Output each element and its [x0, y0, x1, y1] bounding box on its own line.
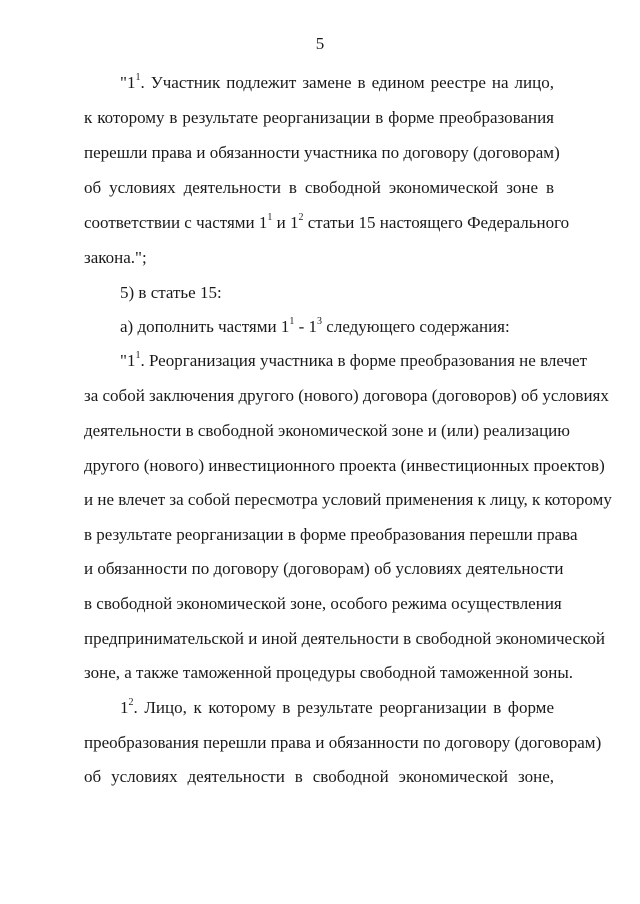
text-run: "1 [120, 351, 136, 370]
text-line [84, 107, 554, 129]
text-run: в свободной экономической зоне, особого режима осуществления [84, 594, 562, 613]
text-run: и обязанности по договору (договорам) об условиях деятельности [84, 559, 564, 578]
text-run: . Участник подлежит замене в едином реестре на лицо, [140, 73, 554, 92]
text-line [84, 593, 562, 615]
text-line [120, 350, 588, 372]
superscript: 3 [317, 316, 323, 328]
text-run: преобразования перешли права и обязанности по договору (договорам) [84, 733, 602, 752]
text-line [84, 247, 554, 269]
text-run: другого (нового) инвестиционного проекта (инвестиционных проектов) [84, 456, 605, 475]
text-run: 1 [120, 698, 129, 717]
text-line [84, 628, 606, 650]
text-line [84, 558, 564, 580]
text-line [120, 316, 554, 338]
text-line [84, 420, 570, 442]
text-run: об условиях деятельности в свободной экономической зоне в [84, 178, 554, 197]
text-line [120, 282, 554, 304]
text-run: . Лицо, к которому в результате реорганизации в форме [133, 698, 554, 717]
superscript: 2 [298, 212, 304, 224]
page-number: 5 [315, 34, 325, 53]
superscript: 1 [267, 212, 273, 224]
text-run: а) дополнить частями 1 [120, 317, 290, 336]
text-line [84, 142, 560, 164]
superscript: 1 [289, 316, 295, 328]
text-run: . Реорганизация участника в форме преобразования не влечет [140, 351, 588, 370]
text-line [84, 385, 609, 407]
text-run: деятельности в свободной экономической зоне и (или) реализацию [84, 421, 570, 440]
text-run: закона."; [84, 248, 147, 267]
text-line [84, 455, 605, 477]
text-run: зоне, а также таможенной процедуры свободной таможенной зоны. [84, 663, 573, 682]
text-run: следующего содержания: [322, 317, 510, 336]
text-run: статьи 15 настоящего Федерального [303, 213, 570, 232]
text-line [84, 662, 573, 684]
text-line [84, 766, 554, 788]
text-run: соответствии с частями 1 [84, 213, 268, 232]
text-line [120, 697, 554, 719]
text-line [84, 177, 554, 199]
text-run: 5) в статье 15: [120, 283, 222, 302]
text-line [84, 732, 602, 754]
text-run: и 1 [272, 213, 299, 232]
text-line [84, 489, 612, 511]
text-run: - 1 [294, 317, 318, 336]
superscript: 2 [128, 697, 134, 709]
text-run: "1 [120, 73, 136, 92]
superscript: 1 [135, 72, 141, 84]
text-run: и не влечет за собой пересмотра условий применения к лицу, к которому [84, 490, 612, 509]
text-line [84, 524, 578, 546]
text-run: перешли права и обязанности участника по договору (договорам) [84, 143, 560, 162]
text-run: за собой заключения другого (нового) договора (договоров) об условиях [84, 386, 609, 405]
text-run: об условиях деятельности в свободной экономической зоне, [84, 767, 554, 786]
text-run: предпринимательской и иной деятельности в свободной экономической [84, 629, 606, 648]
text-run: к которому в результате реорганизации в форме преобразования [84, 108, 554, 127]
text-run: в результате реорганизации в форме преобразования перешли права [84, 525, 578, 544]
text-line [84, 212, 570, 234]
text-line [120, 72, 554, 94]
superscript: 1 [135, 350, 141, 362]
